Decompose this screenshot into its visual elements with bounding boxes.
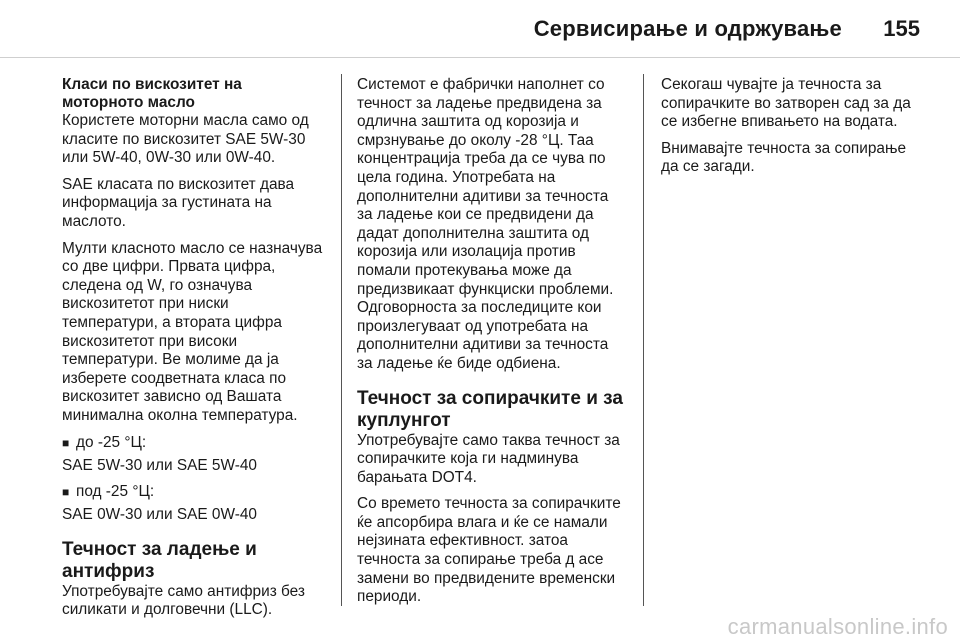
bullet-square-icon: ■ (62, 435, 70, 450)
coolant-heading: Течност за ладење и антифриз (62, 538, 257, 582)
watermark: carmanualsonline.info (727, 614, 948, 639)
section-title: Сервисирање и одржување (533, 16, 842, 41)
column-2 (357, 76, 623, 615)
column-divider-1 (341, 74, 342, 606)
bullet-label: до -25 °Ц: (76, 433, 147, 451)
paragraph: Употребувајте само таква течност за сопирачките која ги надминува барањата DOT4. (357, 431, 620, 486)
paragraph: Со времето течноста за сопирачките ќе апсорбира влага и ќе се намали нејзината ефективност. затоа течноста за сопирање треба д асе замени во предвидените временски периоди. (357, 495, 621, 606)
column-divider-2 (643, 74, 644, 606)
paragraph: Системот е фабрички наполнет со течност за ладење предвидена за одлична заштита од корозија и смрзнување до околу -28 °Ц. Таа концентрација треба да се чува по цела година. Употребата на дополнителни адитиви за течноста за ладење кои се предвидени да дадат дополнителна заштита од корозија или изолација против помали протекувања може да предизвикаат функциски проблеми. Одговорноста за последиците кои произлегуваат од употребата на дополнителни адитиви за течноста за ладење ќе биде одбиена. (357, 76, 614, 372)
paragraph: Внимавајте течноста за сопирање да се загади. (661, 139, 907, 176)
paragraph: Употребувајте само антифриз без силикати и долговечни (LLC). (62, 582, 305, 619)
bullet-label: под -25 °Ц: (76, 483, 155, 501)
page-number: 155 (883, 16, 920, 41)
viscosity-heading: Класи по вискозитет на моторното масло (62, 76, 242, 111)
bullet-value: SAE 0W-30 или SAE 0W-40 (62, 506, 257, 524)
column-1 (62, 76, 326, 628)
bullet-square-icon: ■ (62, 485, 70, 500)
header-divider (0, 57, 960, 58)
page-header (0, 0, 960, 52)
paragraph: Користете моторни масла само од класите по вискозитет SAE 5W-30 или 5W-40, 0W-30 или 0W-40. (62, 112, 309, 167)
paragraph: Мулти класното масло се назначува со две цифри. Првата цифра, следена од W, го означува вискозитетот при ниски температури, а втората цифра вискозитетот при високи температури. Ве молиме да ја изберете соодветната класа по вискозитет зависно од Вашата минимална околна температура. (62, 239, 323, 424)
bullet-value: SAE 5W-30 или SAE 5W-40 (62, 456, 257, 474)
bullet-item (62, 434, 326, 453)
column-3 (661, 76, 923, 185)
bullet-item (62, 483, 326, 502)
brake-fluid-heading: Течност за сопирачките и за куплунгот (357, 387, 623, 431)
paragraph: SAE класата по вискозитет дава информација за густината на маслото. (62, 175, 295, 230)
paragraph: Секогаш чувајте ја течноста за сопирачките во затворен сад за да се избегне впивањето на водата. (661, 76, 911, 131)
